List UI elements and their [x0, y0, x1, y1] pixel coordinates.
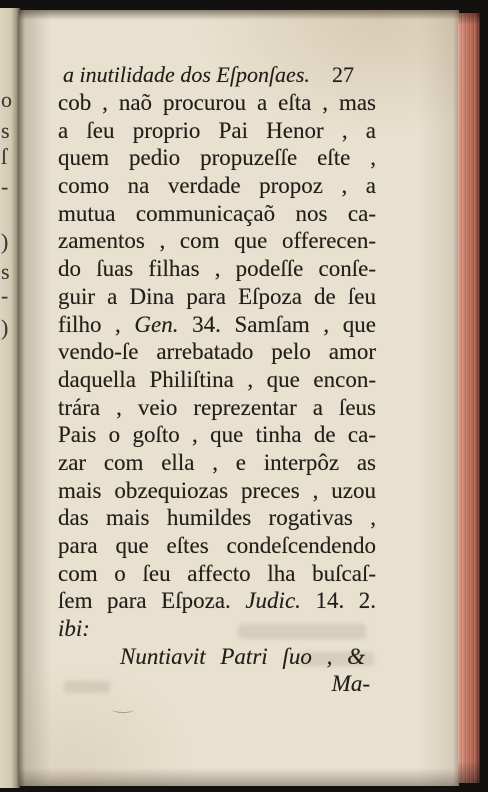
- catchword: Ma-: [331, 671, 370, 697]
- text-line: [58, 144, 376, 172]
- facing-page-fragment: ſ: [1, 144, 8, 169]
- italic-reference: Judic.: [245, 588, 301, 614]
- text-line: [58, 200, 376, 228]
- text-line: [58, 477, 376, 505]
- text-segment: para que eſtes condeſcendendo: [58, 533, 376, 558]
- text-segment: vendo-ſe arrebatado pelo amor: [58, 339, 376, 365]
- facing-page-fragment: -: [1, 283, 9, 308]
- text-segment: mutua communicaçaõ nos ca-: [58, 200, 376, 226]
- text-segment: ſem para Eſpoza.: [58, 588, 246, 614]
- text-segment: guir a Dina para Eſpoza de ſeu: [58, 283, 376, 309]
- text-line: [58, 283, 376, 311]
- page-edge-red: [458, 13, 480, 783]
- text-segment: Pais o goſto , que tinha de ca-: [58, 422, 376, 448]
- text-line: [58, 338, 376, 366]
- facing-page-fragment: s: [1, 118, 10, 143]
- text-segment: quem pedio propuzeſſe eſte ,: [58, 145, 376, 171]
- citation-intro: ibi:: [58, 616, 90, 642]
- text-segment: zamentos , com que offerecen-: [58, 228, 376, 254]
- text-line: [58, 421, 376, 449]
- text-line: [58, 532, 376, 560]
- text-segment: 14. 2.: [300, 588, 377, 614]
- body-lines: [58, 89, 376, 615]
- italic-reference: Gen.: [134, 311, 179, 337]
- text-segment: a ſeu proprio Pai Henor , a: [58, 117, 376, 143]
- text-line: [58, 89, 376, 117]
- text-line: [58, 311, 376, 339]
- running-head-title: a inutilidade dos Eſponſaes.: [63, 62, 310, 87]
- text-segment: cob , naõ procurou a eſta , mas: [58, 90, 376, 115]
- text-segment: como na verdade propoz , a: [58, 173, 376, 199]
- text-line: [58, 172, 376, 200]
- text-segment: mais obzequiozas preces , uzou: [58, 477, 376, 503]
- text-segment: das mais humildes rogativas ,: [58, 505, 376, 531]
- page-number: 27: [332, 62, 354, 87]
- facing-page-fragment: ): [1, 229, 9, 254]
- facing-page-sliver: [0, 8, 20, 788]
- text-segment: filho ,: [58, 311, 135, 337]
- facing-page-fragment: o: [1, 87, 12, 112]
- pencil-mark: [112, 706, 134, 713]
- text-segment: daquella Philiſtina , que encon-: [58, 366, 376, 392]
- text-line: [58, 560, 376, 588]
- text-line: [58, 255, 376, 283]
- text-line: [58, 117, 376, 145]
- text-line: [58, 504, 376, 532]
- text-line: [58, 227, 376, 255]
- latin-quote: Nuntiavit Patri ſuo , &: [120, 643, 365, 669]
- body-text: [58, 89, 376, 698]
- facing-page-fragment: s: [1, 259, 10, 284]
- text-segment: trára , veio reprezentar a ſeus: [58, 394, 376, 420]
- text-segment: 34. Samſam , que: [178, 311, 376, 337]
- text-line: [58, 366, 376, 394]
- facing-page-fragment: ): [1, 315, 9, 340]
- text-line: [58, 587, 376, 615]
- text-segment: zar com ella , e interpôz as: [58, 449, 376, 475]
- text-line: [58, 394, 376, 422]
- facing-page-fragment: -: [1, 174, 9, 199]
- text-line: [58, 449, 376, 477]
- text-segment: do ſuas filhas , podeſſe conſe-: [58, 256, 376, 282]
- text-segment: com o ſeu affecto lha buſcaſ-: [58, 560, 376, 586]
